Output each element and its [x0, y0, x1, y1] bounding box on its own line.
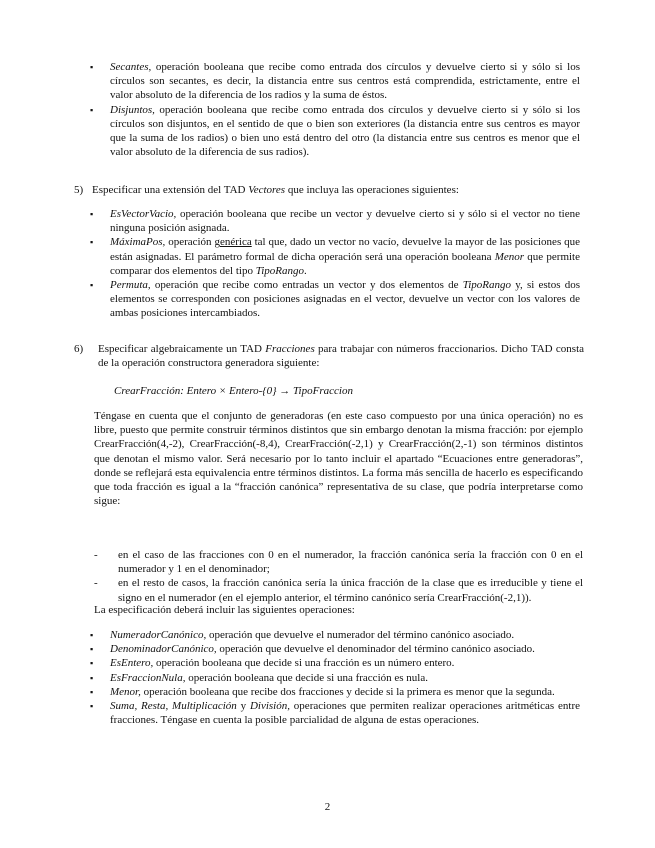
op-term: Menor [494, 250, 525, 263]
list-item [90, 60, 580, 103]
section-number: 5) [74, 184, 84, 196]
op-term: Disjuntos, [110, 103, 155, 116]
intro-term: Fracciones [265, 343, 315, 355]
dash-list [94, 548, 583, 605]
list-item [90, 103, 580, 160]
heading-text: que incluya las operaciones siguientes: [285, 184, 459, 196]
bullet-icon: ▪ [90, 686, 94, 697]
op-desc: operación booleana que recibe como entrada dos círculos y devuelve cierto si y sólo si los círculos son secantes, es decir, la distancia entre sus centros está comprendida, estrictamente, entre el valor absoluto de la diferencia de los radios y la suma de éstos. [110, 61, 580, 102]
constructor-formula: CrearFracción: Entero × Entero-{0} → TipoFraccion [114, 385, 353, 397]
op-desc: operaciones que permiten realizar operaciones aritméticas entre fracciones. Téngase en cuenta la posible parcialidad de alguna de estas operaciones. [110, 700, 580, 727]
op-term: Suma, Resta, Multiplicación [110, 700, 237, 713]
section-5-heading [74, 183, 584, 197]
list-item [90, 656, 580, 670]
list-item [90, 235, 580, 278]
section-number: 6) [74, 343, 84, 355]
dash-item [94, 548, 583, 576]
op-term: EsFraccionNula, [110, 671, 186, 684]
list-item [90, 642, 580, 656]
page-number: 2 [324, 801, 331, 813]
intro-text: Especificar algebraicamente un TAD [98, 343, 266, 355]
section-6-ops-list [90, 628, 580, 727]
op-desc: y [236, 700, 250, 713]
op-desc: que permite comparar dos elementos del tipo [110, 250, 580, 277]
dash-text: en el resto de casos, la fracción canónica sería la única fracción de la clase que es irreducible y tiene el signo en el numerador (en el ejemplo anterior, el término canónico sería CrearFracción(-2,1)). [118, 577, 583, 604]
section-5-list [90, 207, 580, 321]
underlined-word: genérica [214, 236, 252, 249]
op-term: División, [249, 700, 290, 713]
bullet-icon: ▪ [90, 658, 94, 669]
bullet-icon: ▪ [90, 630, 94, 640]
dash-mark: - [94, 549, 98, 561]
bullet-icon: ▪ [90, 644, 94, 655]
bullet-icon: ▪ [90, 209, 94, 219]
op-desc: operación booleana que recibe como entrada dos círculos y devuelve cierto si y sólo si los círculos son disjuntos, en el sentido de que o bien son exteriores (la distancia entre sus centros es mayor que la suma de los radios) o bien uno está dentro del otro (la distancia entre sus centros es menor que el valor absoluto de la diferencia de sus radios). [110, 103, 580, 159]
op-term: Permuta, [110, 279, 151, 292]
intro-text: para trabajar con números fraccionarios. Dicho TAD consta de la operación constructora generadora siguiente: [98, 343, 585, 370]
op-term: TipoRango [462, 279, 511, 292]
op-term: EsVectorVacio, [110, 208, 177, 220]
paragraph: Téngase en cuenta que el conjunto de generadoras (en este caso compuesto por una única operación) no es libre, puesto que permite construir términos distintos que sin embargo denotan la misma fracción: por ejemplo CrearFracción(4,-2), CrearFracción(-8,4), CrearFracción(-2,1) y CrearFracción(2,-1) son términos distintos que denotan el mismo valor. Será necesario por lo tanto incluir el apartado “Ecuaciones entre generadoras”, donde se reflejará esta equivalencia entre términos distintos. La forma más sencilla de hacerlo es especificando que toda fracción es igual a la “fracción canónica” representativa de su clase, que podría interpretarse como sigue: [94, 410, 583, 508]
list-item [90, 628, 580, 642]
list-item [90, 671, 580, 685]
list-item [90, 278, 580, 321]
op-desc: operación que devuelve el numerador del término canónico asociado. [206, 629, 515, 641]
bullet-icon: ▪ [90, 672, 94, 683]
op-term: Secantes, [110, 61, 152, 73]
bullet-icon: ▪ [90, 237, 94, 248]
op-term: DenominadorCanónico, [110, 643, 217, 656]
heading-term: Vectores [248, 184, 286, 196]
list-item [90, 207, 580, 235]
op-desc: operación que devuelve el denominador del término canónico asociado. [216, 643, 535, 656]
op-desc: tal que, dado un vector no vacío, devuelve la mayor de las posiciones que están asignadas. El parámetro formal de dicha operación será una operación booleana [110, 236, 580, 263]
bullet-icon: ▪ [90, 701, 94, 712]
bullet-icon: ▪ [90, 104, 94, 115]
dash-item [94, 576, 583, 604]
op-term: Menor, [110, 685, 141, 698]
top-bullet-list [90, 60, 580, 159]
op-desc: operación que recibe como entradas un vector y dos elementos de [150, 279, 463, 292]
op-term: TipoRango [255, 264, 305, 277]
op-term: EsEntero, [110, 657, 154, 670]
op-term: MáximaPos, [110, 236, 166, 249]
op-desc: operación booleana que decide si una fracción es un número entero. [153, 657, 455, 670]
op-desc: operación booleana que decide si una fracción es nula. [185, 671, 428, 684]
bullet-icon: ▪ [90, 280, 94, 291]
paragraph: La especificación deberá incluir las siguientes operaciones: [94, 604, 355, 616]
list-item [90, 685, 580, 699]
op-desc: operación booleana que recibe dos fracciones y decide si la primera es menor que la segunda. [140, 685, 555, 698]
op-desc: y, si estos dos elementos se corresponden con posiciones asignadas en el vector, devuelve un vector con los valores de ambas posiciones intercambiados. [110, 279, 581, 320]
op-desc: . [304, 264, 307, 277]
bullet-icon: ▪ [90, 62, 94, 72]
op-desc: operación [165, 236, 215, 249]
op-desc: operación booleana que recibe un vector y devuelve cierto si y sólo si el vector no tiene ninguna posición asignada. [110, 208, 580, 235]
dash-text: en el caso de las fracciones con 0 en el numerador, la fracción canónica sería la fracción con 0 en el numerador y 1 en el denominador; [118, 549, 583, 576]
heading-text: Especificar una extensión del TAD [92, 184, 249, 196]
list-item [90, 699, 580, 727]
section-6-intro [74, 342, 584, 370]
op-term: NumeradorCanónico, [110, 629, 207, 641]
dash-mark: - [94, 577, 98, 590]
